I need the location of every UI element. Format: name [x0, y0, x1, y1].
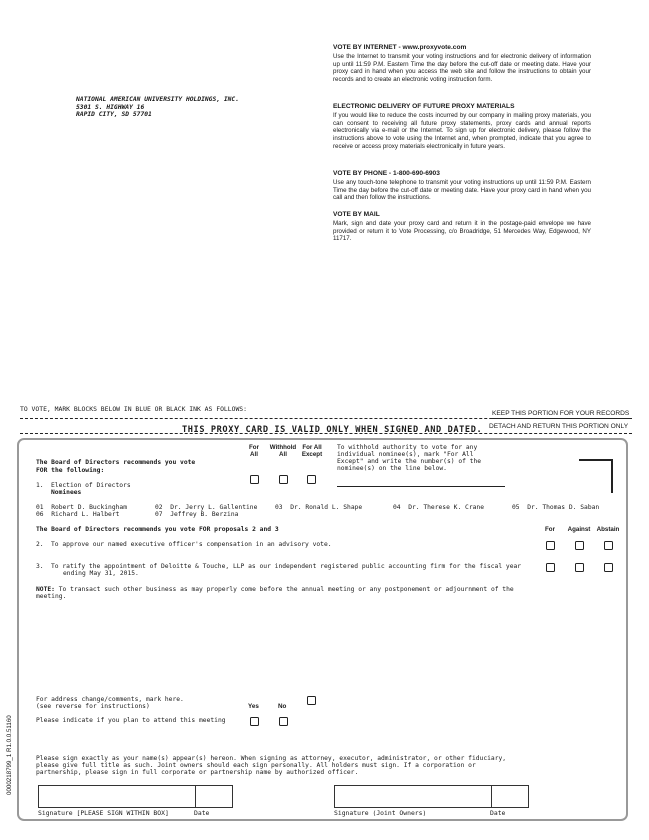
col-for-all-except: For All Except [301, 444, 323, 459]
item-2-text: To approve our named executive officer's compensation in an advisory vote. [51, 541, 332, 548]
vote-mail-section [333, 211, 591, 243]
vote-phone-text: Use any touch-tone telephone to transmit your voting instructions up until 11:59 P.M. Eastern Time the day before the cut-off date or meeting date. Have your proxy card in hand when you call and then follow the instructions. [333, 178, 591, 202]
vote-mail-text: Mark, sign and date your proxy card and return it in the postage-paid envelope we have provided or return it to Vote Processing, c/o Broadridge, 51 Mercedes Way, Edgewood, NY 11717. [333, 219, 591, 243]
withhold-instructions: To withhold authority to vote for any individual nominee(s), mark "For All Except" and write the number(s) of the nominee(s) on the line below. [337, 444, 482, 472]
company-name: NATIONAL AMERICAN UNIVERSITY HOLDINGS, INC. [76, 96, 240, 103]
nominee-06: 06 Richard L. Halbert [36, 511, 120, 518]
no-label: No [278, 703, 287, 710]
date-box[interactable] [194, 785, 233, 808]
withhold-all-checkbox[interactable] [279, 475, 288, 484]
keep-underline [492, 418, 630, 419]
item-3-abstain-checkbox[interactable] [604, 563, 613, 572]
vote-internet-section [333, 44, 591, 84]
address-change-checkbox[interactable] [307, 696, 316, 705]
col-withhold-all: Withhold All [269, 444, 297, 459]
vote-phone-section [333, 170, 591, 202]
company-city: RAPID CITY, SD 57701 [76, 111, 152, 119]
vote-internet-text: Use the Internet to transmit your voting instructions and for electronic delivery of information up until 11:59 P.M. Eastern Time the day before the cut-off date or meeting date. Have your proxy card in hand when you access the web site and follow the instructions to obtain your records and to create an electronic voting instruction form. [333, 52, 591, 84]
vote-mail-title: VOTE BY MAIL [333, 211, 380, 218]
date-label: Date [194, 809, 210, 817]
except-write-line[interactable] [337, 486, 505, 487]
item-3-text: To ratify the appointment of Deloitte & Touche, LLP as our independent registered public accounting firm for the fiscal year ending May 31, 2015. [51, 563, 522, 577]
board-recommendation-1: The Board of Directors recommends you vote FOR the following: [36, 459, 196, 474]
item-2-abstain-checkbox[interactable] [604, 541, 613, 550]
for-all-except-checkbox[interactable] [307, 475, 316, 484]
detach-line-bottom [20, 433, 632, 434]
nominee-04: 04 Dr. Therese K. Crane [393, 504, 485, 511]
signature-label: Signature [PLEASE SIGN WITHIN BOX] [38, 809, 169, 817]
vote-phone-title: VOTE BY PHONE - 1-800-690-6903 [333, 170, 440, 177]
item-3-number: 3. [36, 563, 44, 570]
attend-meeting-label: Please indicate if you plan to attend this meeting [36, 717, 226, 724]
address-change-label: For address change/comments, mark here. (see reverse for instructions) [36, 696, 184, 710]
col-for-all: For All [249, 444, 259, 459]
col-abstain: Abstain [596, 526, 620, 533]
item-3-for-checkbox[interactable] [546, 563, 555, 572]
keep-portion-label: KEEP THIS PORTION FOR YOUR RECORDS [492, 410, 630, 417]
vote-internet-title: VOTE BY INTERNET - www.proxyvote.com [333, 44, 467, 51]
item-2-number: 2. [36, 541, 44, 548]
col-for: For [545, 526, 555, 533]
nominees-label: Nominees [51, 489, 82, 496]
item-2-against-checkbox[interactable] [575, 541, 584, 550]
item-1-title: Election of Directors [51, 482, 131, 489]
joint-signature-label: Signature (Joint Owners) [334, 809, 427, 817]
signing-instructions: Please sign exactly as your name(s) appear(s) hereon. When signing as attorney, executor, administrator, or other fiduciary, please give full title as such. Joint owners should each sign personally. All holders must sign. If a corporation or partnership, please sign in full corporate or partnership name by authorized officer. [36, 755, 507, 776]
board-recommendation-2: The Board of Directors recommends you vote FOR proposals 2 and 3 [36, 526, 279, 533]
nominee-02: 02 Dr. Jerry L. Gallentine [155, 504, 258, 511]
electronic-delivery-section [333, 103, 591, 151]
item-1-number: 1. [36, 482, 44, 489]
for-all-checkbox[interactable] [250, 475, 259, 484]
attend-yes-checkbox[interactable] [250, 717, 259, 726]
corner-mark [579, 459, 613, 493]
nominee-07: 07 Jeffrey B. Berzina [155, 511, 239, 518]
signature-box[interactable] [38, 785, 196, 808]
side-code: 0000218799_1 R1.0.0.51160 [6, 715, 13, 795]
detach-return-label: DETACH AND RETURN THIS PORTION ONLY [489, 423, 629, 430]
note: NOTE: To transact such other business as may properly come before the annual meeting or any postponement or adjournment of the meeting. [36, 586, 514, 600]
joint-signature-box[interactable] [334, 785, 492, 808]
joint-date-label: Date [490, 809, 506, 817]
item-2-for-checkbox[interactable] [546, 541, 555, 550]
nominee-05: 05 Dr. Thomas D. Saban [512, 504, 600, 511]
electronic-delivery-title: ELECTRONIC DELIVERY OF FUTURE PROXY MATERIALS [333, 103, 515, 110]
yes-label: Yes [248, 703, 259, 710]
valid-when-signed-notice: THIS PROXY CARD IS VALID ONLY WHEN SIGNED AND DATED. [182, 425, 483, 435]
to-vote-instruction: TO VOTE, MARK BLOCKS BELOW IN BLUE OR BLACK INK AS FOLLOWS: [20, 405, 248, 413]
attend-no-checkbox[interactable] [279, 717, 288, 726]
item-3-against-checkbox[interactable] [575, 563, 584, 572]
nominee-03: 03 Dr. Ronald L. Shape [275, 504, 363, 511]
company-address [76, 96, 239, 119]
company-street: 5301 S. HIGHWAY 16 [76, 103, 145, 111]
col-against: Against [567, 526, 591, 533]
nominee-01: 01 Robert D. Buckingham [36, 504, 128, 511]
joint-date-box[interactable] [490, 785, 529, 808]
electronic-delivery-text: If you would like to reduce the costs incurred by our company in mailing proxy materials, you can consent to receiving all future proxy statements, proxy cards and annual reports electronically via e-mail or the Internet. To sign up for electronic delivery, please follow the instructions above to vote using the Internet and, when prompted, indicate that you agree to receive or access proxy materials electronically in future years. [333, 111, 591, 150]
